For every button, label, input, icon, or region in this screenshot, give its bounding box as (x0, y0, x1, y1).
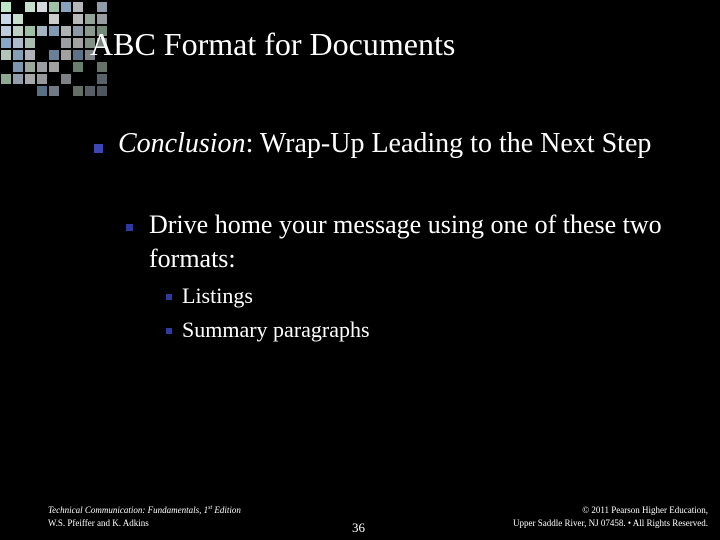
mosaic-tile (49, 14, 59, 24)
copyright-line-2: Upper Saddle River, NJ 07458. • All Rights Reserved. (512, 518, 708, 528)
mosaic-tile (13, 38, 23, 48)
mosaic-tile (73, 2, 83, 12)
mosaic-tile (61, 2, 71, 12)
footer-authors: W.S. Pfeiffer and K. Adkins (48, 518, 149, 528)
mosaic-tile (61, 50, 71, 60)
bullet-emphasis: Conclusion (118, 128, 246, 159)
mosaic-tile (49, 2, 59, 12)
footer-copyright (513, 504, 708, 530)
mosaic-tile (25, 62, 35, 72)
mosaic-tile (49, 26, 59, 36)
mosaic-tile (73, 86, 83, 96)
mosaic-tile (73, 50, 83, 60)
copyright-line-1: © 2011 Pearson Higher Education, (582, 505, 708, 515)
mosaic-tile (97, 74, 107, 84)
mosaic-tile (1, 2, 11, 12)
mosaic-tile (13, 74, 23, 84)
mosaic-tile (73, 26, 83, 36)
mosaic-tile (13, 50, 23, 60)
mosaic-tile (13, 62, 23, 72)
bullet-square-icon (126, 224, 133, 231)
mosaic-tile (25, 26, 35, 36)
bullet-level3-item: Listings (182, 283, 253, 308)
mosaic-tile (49, 86, 59, 96)
mosaic-tile (1, 26, 11, 36)
mosaic-tile (97, 14, 107, 24)
mosaic-tile (73, 14, 83, 24)
bullet-level1-text (118, 126, 688, 162)
footer-book-title: Technical Communication: Fundamentals, 1 (48, 505, 209, 515)
mosaic-tile (37, 74, 47, 84)
mosaic-tile (61, 74, 71, 84)
mosaic-tile (25, 38, 35, 48)
mosaic-tile (85, 86, 95, 96)
mosaic-tile (1, 14, 11, 24)
bullet-level3-item: Summary paragraphs (182, 317, 370, 342)
mosaic-tile (73, 38, 83, 48)
slide-title: ABC Format for Documents (90, 26, 456, 62)
mosaic-tile (85, 14, 95, 24)
page-number: 36 (352, 520, 365, 535)
bullet-square-icon (166, 294, 172, 300)
mosaic-tile (37, 2, 47, 12)
mosaic-tile (37, 86, 47, 96)
footer-book-title-line (48, 502, 241, 517)
mosaic-tile (25, 74, 35, 84)
mosaic-tile (13, 26, 23, 36)
mosaic-tile (37, 62, 47, 72)
mosaic-tile (97, 86, 107, 96)
mosaic-tile (13, 14, 23, 24)
mosaic-tile (25, 2, 35, 12)
bullet-rest: : Wrap-Up Leading to the Next Step (245, 128, 652, 159)
bullet-square-icon (166, 328, 172, 334)
footer-edition-sup: st (208, 505, 213, 511)
bullet-level2-text: Drive home your message using one of these two formats: (149, 210, 662, 273)
mosaic-tile (97, 2, 107, 12)
mosaic-tile (25, 50, 35, 60)
mosaic-tile (73, 62, 83, 72)
mosaic-tile (1, 50, 11, 60)
footer-book-credit (48, 502, 241, 530)
mosaic-tile (61, 26, 71, 36)
mosaic-tile (49, 50, 59, 60)
mosaic-tile (1, 38, 11, 48)
mosaic-tile (1, 74, 11, 84)
mosaic-tile (37, 26, 47, 36)
footer-edition-rest: Edition (212, 505, 241, 515)
mosaic-tile (61, 38, 71, 48)
bullet-square-icon (94, 144, 103, 153)
mosaic-tile (49, 62, 59, 72)
